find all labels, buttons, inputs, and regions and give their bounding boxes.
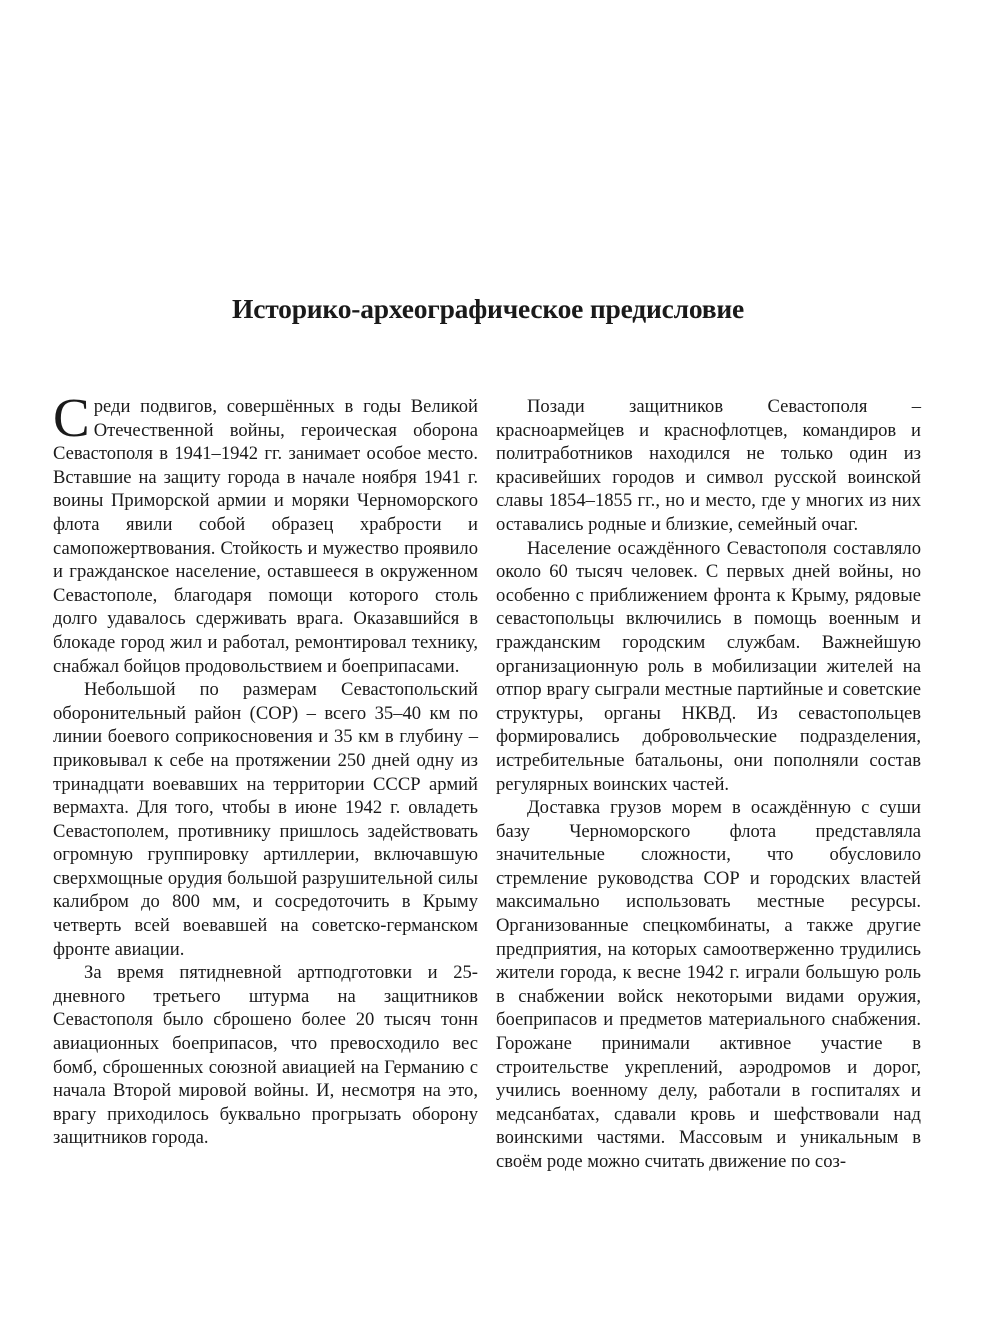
left-paragraph-1 (53, 387, 478, 678)
left-column (53, 387, 478, 1150)
left-paragraph-2: Небольшой по размерам Севастопольский оборонительный район (СОР) – всего 35–40 км по линии боевого соприкосновения и 35 км в глубину – приковывал к себе на протяжении 250 дней одну из тринадцати воевавших на территории СССР армий вермахта. Для того, чтобы в июне 1942 г. овладеть Севастополем, противнику пришлось задействовать огромную группировку артиллерии, включавшую сверхмощные орудия большой разрушительной силы калибром до 800 мм, и сосредоточить в Крыму четверть всей воевавшей на советско-германском фронте авиации. (53, 679, 478, 960)
left-paragraph-1-text: реди подвигов, совершённых в годы Великой Отечественной войны, героическая оборона Севастополя в 1941–1942 гг. занимает особое место. Вставшие на защиту города в начале ноября 1941 г. воины Приморской армии и моряки Черноморского флота явили собой образец храбрости и самопожертвования. Стойкость и мужество проявило и гражданское население, оставшееся в окруженном Севастополе, благодаря помощи которого столь долго удавалось сдерживать врага. Оказавшийся в блокаде город жил и работал, ремонтировал технику, снабжал бойцов продовольствием и боеприпасами. (53, 396, 478, 677)
right-column (496, 395, 921, 1174)
right-paragraph-2: Население осаждённого Севастополя составляло около 60 тысяч человек. С первых дней войны, но особенно с приближением фронта к Крыму, рядовые севастопольцы включились в помощь военным и гражданским городским службам. Важнейшую организационную роль в мобилизации жителей на отпор врагу сыграли местные партийные и советские структуры, органы НКВД. Из севастопольцев формировались добровольческие подразделения, истребительные батальоны, они пополняли состав регулярных воинских частей. (496, 537, 921, 795)
drop-cap: С (53, 387, 90, 448)
right-paragraph-3: Доставка грузов морем в осаждённую с суши базу Черноморского флота представляла значительные сложности, что обусловило стремление руководства СОР и городских властей максимально использовать местные ресурсы. Организованные спецкомбинаты, а также другие предприятия, на которых самоотверженно трудились жители города, к весне 1942 г. играли большую роль в снабжении войск некоторыми видами оружия, боеприпасов и предметов материального снабжения. Горожане принимали активное участие в строительстве укреплений, аэродромов и дорог, учились военному делу, работали в госпиталях и медсанбатах, сдавали кровь и шефствовали над воинскими частями. Массовым и уникальным в своём роде можно считать движение по соз- (496, 797, 921, 1172)
left-paragraph-3: За время пятидневной артподготовки и 25-дневного третьего штурма на защитников Севастополя было сброшено более 20 тысяч тонн авиационных боеприпасов, что превосходило вес бомб, сброшенных союзной авиацией на Германию с начала Второй мировой войны. И, несмотря на это, врагу приходилось буквально прогрызать оборону защитников города. (53, 962, 478, 1149)
right-paragraph-1: Позади защитников Севастополя – красноармейцев и краснофлотцев, командиров и политработников находился не только один из красивейших городов и символ русской воинской славы 1854–1855 гг., но и место, где у многих из них оставались родные и близкие, семейный очаг. (496, 396, 921, 535)
page-title: Историко-археографическое предисловие (232, 293, 744, 324)
